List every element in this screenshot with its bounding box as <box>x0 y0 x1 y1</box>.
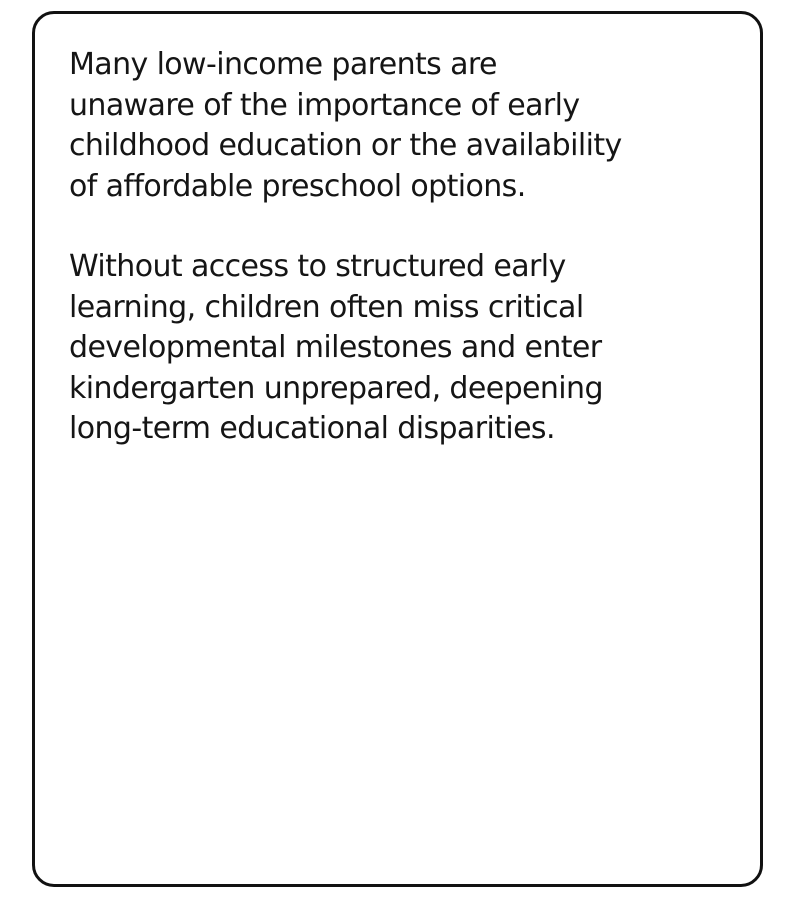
text-line: Without access to structured early <box>69 249 566 284</box>
text-line: Many low-income parents are <box>69 47 497 82</box>
card-content <box>69 45 729 450</box>
text-line: unaware of the importance of early <box>69 87 580 123</box>
paragraph-consequences <box>69 247 729 450</box>
text-line: developmental milestones and enter <box>69 330 602 365</box>
paragraph-awareness <box>69 45 729 207</box>
text-line: kindergarten unprepared, deepening <box>69 370 603 406</box>
text-line: childhood education or the availability <box>69 128 622 163</box>
text-line: of affordable preschool options. <box>69 168 526 204</box>
text-line: learning, children often miss critical <box>69 289 584 325</box>
text-card <box>32 11 763 887</box>
text-line: long-term educational disparities. <box>69 411 555 446</box>
